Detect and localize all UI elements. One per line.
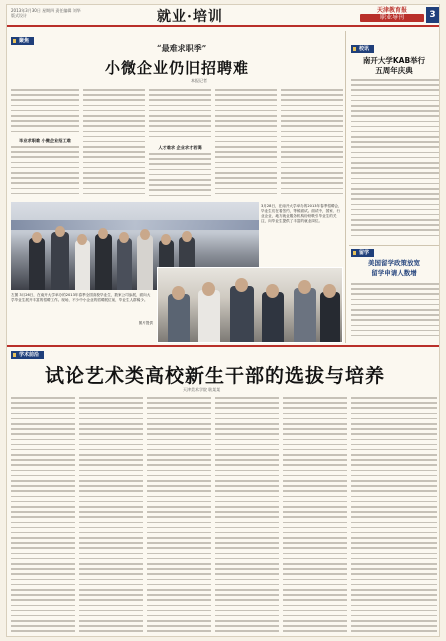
photo-caption: 3月28日，在南开大学举办的2013年春季招聘会，毕业生们在看签约，等候面试。面试中，国家、行业企业，地方就业服务机构纷纷吸引毕业生的关注，向毕业生提供了丰富的就业岗位。 xyxy=(261,204,342,223)
bottom-headline: 试论艺术类高校新生干部的选拔与培养 xyxy=(45,365,386,387)
newspaper-page xyxy=(6,4,440,637)
right-divider xyxy=(349,245,439,246)
body-text-block xyxy=(283,397,347,635)
students-photo xyxy=(157,267,343,343)
article-byline: 本报记者 xyxy=(191,78,207,83)
tag-academic: 学术前沿 xyxy=(11,351,44,359)
right-title-2-line1: 美国留学政策放宽 xyxy=(368,259,420,267)
logo-bottom-text: 职业导刊 xyxy=(360,14,424,22)
section-title: 就业·培训 xyxy=(157,9,223,25)
subhead-2: 人才难求 企业求才若渴 xyxy=(158,145,202,150)
body-text-block xyxy=(11,89,79,135)
tag-campus-news: 校讯 xyxy=(351,45,374,53)
body-text-block xyxy=(351,283,439,343)
masthead-meta: 2013年3月30日 星期四 责任编辑 刘华 版式设计 xyxy=(11,8,81,18)
body-text-block xyxy=(79,397,143,635)
photo-credit: 图片提供 xyxy=(138,321,153,325)
body-text-block xyxy=(83,89,145,199)
body-text-block xyxy=(149,89,211,143)
column-divider xyxy=(345,31,346,343)
tag-focus: 聚焦 xyxy=(11,37,34,45)
article-kicker: “最难求职季” xyxy=(157,43,207,53)
body-text-block xyxy=(351,79,439,241)
body-text-block xyxy=(215,397,279,635)
body-text-block xyxy=(215,89,277,199)
tag-study-abroad: 留学 xyxy=(351,249,374,257)
right-title-1-line2: 五周年庆典 xyxy=(375,66,413,75)
subhead-1: 毕业求职难 小微企业招工难 xyxy=(19,138,71,143)
photo-caption-2: 左图 3月26日，在南开大学举办的2013年春季全国高校毕业生，数家公司参展，面向大学毕业生展开丰富的招聘工作。现场，不少中小企业的招聘展位前，毕业生人群稀少。 xyxy=(11,293,151,302)
page-number: 3 xyxy=(426,7,439,23)
right-title-2-line2: 留学申请人数增 xyxy=(371,269,417,277)
body-text-block xyxy=(149,153,211,199)
right-title-1-line1: 南开大学KAB举行 xyxy=(362,56,426,65)
body-text-block xyxy=(281,89,343,199)
body-text-block xyxy=(147,397,211,635)
body-text-block xyxy=(11,146,79,199)
article-headline: 小微企业仍旧招聘难 xyxy=(105,59,250,77)
body-text-block xyxy=(11,397,75,635)
body-text-block xyxy=(351,397,437,635)
newspaper-logo xyxy=(360,7,424,23)
masthead xyxy=(7,5,440,27)
logo-top-text: 天津教育报 xyxy=(376,7,407,14)
section-divider xyxy=(7,345,440,347)
bottom-byline: 天津美术学院 耿某某 xyxy=(183,387,221,392)
